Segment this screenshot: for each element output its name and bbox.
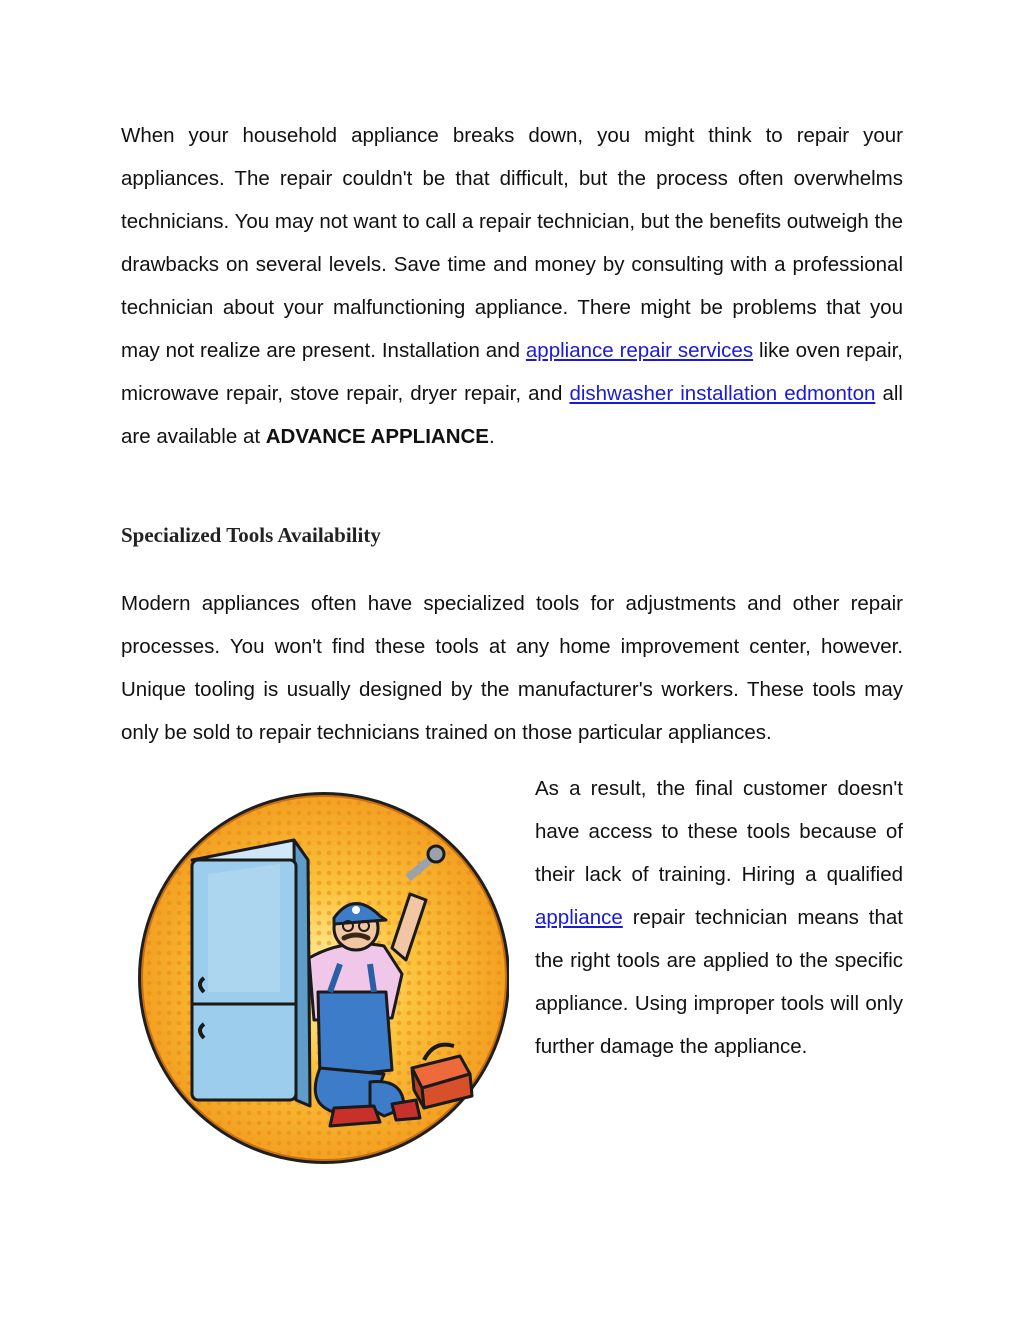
side-text-2: repair technician means that the right tools are applied to the specific appliance. Using improper tools will only further damage the appliance. (535, 906, 903, 1058)
side-text-1: As a result, the final customer doesn't have access to these tools because of their lack of training. Hiring a qualified (535, 777, 903, 886)
intro-text-1: When your household appliance breaks down, you might think to repair your appliances. The repair couldn't be that difficult, but the process often overwhelms technicians. You may not want to call a repair technician, but the benefits outweigh the drawbacks on several levels. Save time and money by consulting with a professional technician about your malfunctioning appliance. There might be problems that you may not realize are present. Installation and (121, 124, 903, 362)
section-paragraph: Modern appliances often have specialized tools for adjustments and other repair processes. You won't find these tools at any home improvement center, however. Unique tooling is usually designed by the manufacturer's workers. These tools may only be sold to repair technicians trained on those particular appliances. (121, 592, 903, 744)
intro-text-3: all are available at (121, 382, 903, 448)
intro-paragraph (121, 114, 903, 458)
repairman-with-fridge-icon (134, 778, 509, 1173)
intro-text-4: . (488, 425, 495, 448)
appliance-link[interactable]: appliance (535, 906, 623, 929)
section-heading: Specialized Tools Availability (121, 523, 381, 547)
intro-text-2: like oven repair, microwave repair, stove repair, dryer repair, and (121, 339, 903, 405)
brand-name: ADVANCE APPLIANCE (265, 425, 489, 448)
dishwasher-installation-link[interactable]: dishwasher installation edmonton (569, 382, 876, 405)
appliance-repair-services-link[interactable]: appliance repair services (525, 339, 754, 362)
side-paragraph (535, 767, 903, 1068)
